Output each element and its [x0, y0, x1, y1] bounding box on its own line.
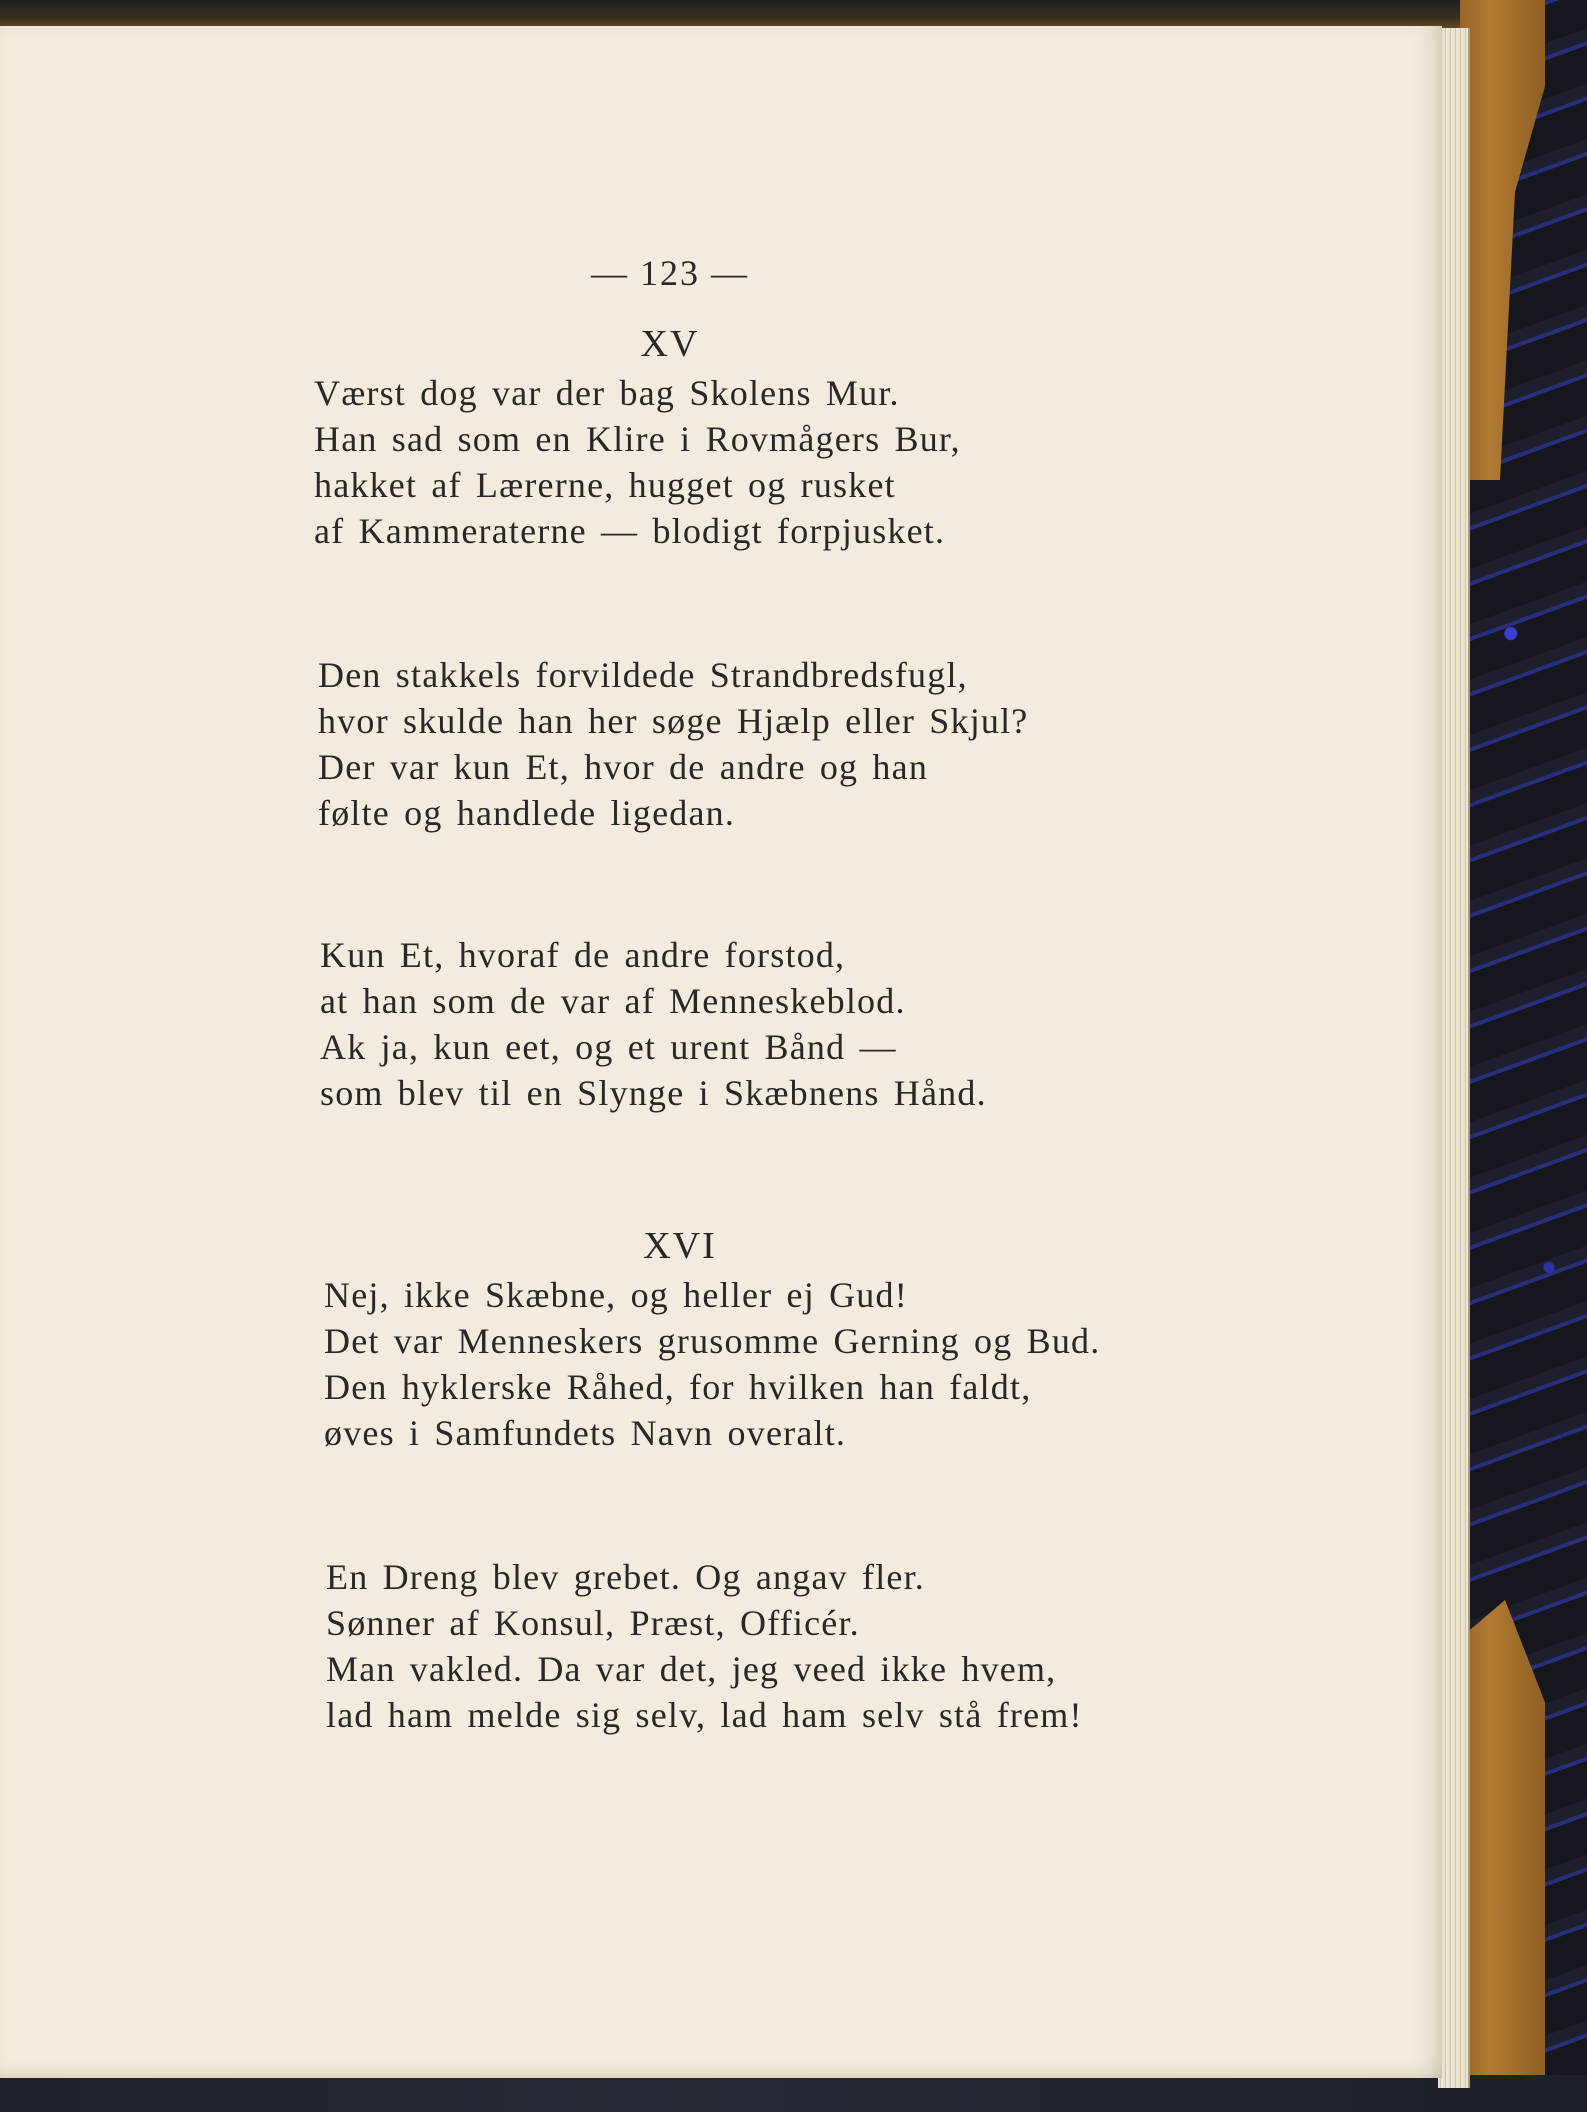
stanza: [318, 652, 1028, 836]
verse-line: Han sad som en Klire i Rovmågers Bur,: [314, 419, 961, 459]
stanza: [314, 370, 961, 554]
verse-line: hakket af Lærerne, hugget og rusket: [314, 465, 896, 505]
scan-background: [0, 2075, 1587, 2112]
verse-line: En Dreng blev grebet. Og angav fler.: [326, 1557, 926, 1597]
verse-line: som blev til en Slynge i Skæbnens Hånd.: [320, 1073, 987, 1113]
page-edges: [1438, 28, 1470, 2088]
verse-line: Nej, ikke Skæbne, og heller ej Gud!: [324, 1275, 908, 1315]
verse-line: at han som de var af Menneskeblod.: [320, 981, 906, 1021]
verse-line: lad ham melde sig selv, lad ham selv stå frem!: [326, 1695, 1083, 1735]
stanza: [324, 1272, 1100, 1456]
verse-line: Kun Et, hvoraf de andre forstod,: [320, 935, 846, 975]
verse-line: Den hyklerske Råhed, for hvilken han faldt,: [324, 1367, 1032, 1407]
verse-line: hvor skulde han her søge Hjælp eller Skjul?: [318, 701, 1029, 741]
verse-line: øves i Samfundets Navn overalt.: [324, 1413, 847, 1453]
verse-line: af Kammeraterne — blodigt forpjusket.: [314, 511, 946, 551]
verse-line: Der var kun Et, hvor de andre og han: [318, 747, 929, 787]
verse-line: Sønner af Konsul, Præst, Officér.: [326, 1603, 860, 1643]
verse-line: Man vakled. Da var det, jeg veed ikke hvem,: [326, 1649, 1057, 1689]
verse-line: følte og handlede ligedan.: [318, 793, 736, 833]
section-heading-xv: XV: [640, 323, 700, 365]
verse-line: Det var Menneskers grusomme Gerning og Bud.: [324, 1321, 1101, 1361]
verse-line: Værst dog var der bag Skolens Mur.: [314, 373, 900, 413]
verse-line: Ak ja, kun eet, og et urent Bånd —: [320, 1027, 897, 1067]
section-heading-xvi: XVI: [643, 1225, 717, 1267]
page-number: — 123 —: [591, 253, 749, 293]
stanza: [320, 932, 987, 1116]
stanza: [326, 1554, 1083, 1738]
verse-line: Den stakkels forvildede Strandbredsfugl,: [318, 655, 968, 695]
book-page: [0, 26, 1442, 2078]
